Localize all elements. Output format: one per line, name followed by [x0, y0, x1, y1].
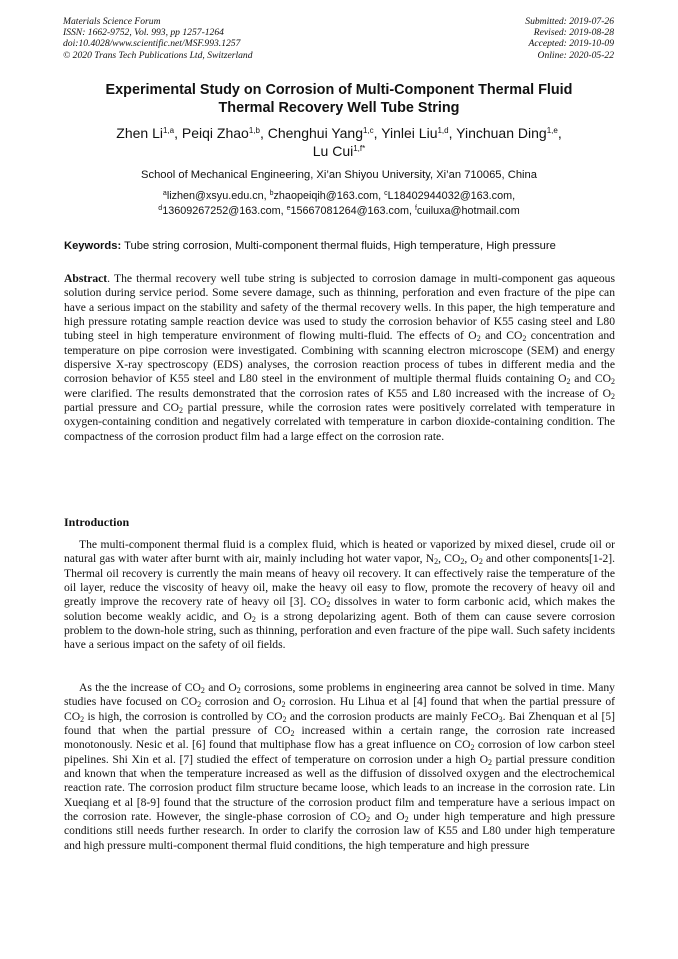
paragraph-text: , O	[464, 552, 479, 566]
author-name: Chenghui Yang	[267, 125, 363, 141]
introduction-heading: Introduction	[64, 515, 130, 529]
paragraph-text: corrosion. Hu Lihua et al [4] found that when the partial pressure of CO	[64, 695, 615, 723]
affiliation: School of Mechanical Engineering, Xi’an Shiyou University, Xi’an 710065, China	[141, 169, 537, 181]
subscript: 2	[282, 714, 287, 724]
paragraph-text: and O	[204, 681, 237, 694]
abstract-text: were clarified. The results demonstrated that the corrosion rates of K55 and L80 increased with the increase of O	[64, 386, 611, 400]
subscript: 2	[470, 743, 475, 753]
subscript: 2	[404, 815, 409, 825]
paragraph-text: and O	[370, 810, 405, 824]
introduction-paragraph	[64, 681, 615, 853]
subscript: 2	[197, 700, 202, 710]
journal-issn: ISSN: 1662-9752, Vol. 993, pp 1257-1264	[63, 27, 224, 39]
subscript: 2	[434, 557, 439, 567]
author-name: Yinchuan Ding	[456, 125, 547, 141]
abstract-text: concentration and temperature on pipe corrosion were investigated. Combining with scanning electron microscope (SEM) and energy dispersive X-ray spectroscopy (EDS) analyses, the corrosion reaction process of tubes in different media and the corrosion behavior of K55 steel and L80 steel in the environment of multiple thermal fluids containing O	[64, 329, 615, 386]
subscript: 2	[522, 334, 527, 344]
author-sup: 1,b	[248, 126, 260, 135]
paragraph-text: corrosions, some problems in engineering area cannot be solved in time. Many studies have focused on CO	[64, 681, 615, 709]
paragraph-text: corrosion of low carbon steel pipelines. Shi Xin et al. [7] studied the effect of temperature on corrosion under a high O	[64, 738, 615, 766]
email-mark: e	[286, 204, 291, 212]
email-mark: c	[384, 190, 388, 197]
email-link[interactable]: lizhen@xsyu.edu.cn	[166, 190, 264, 202]
author-sup: 1,f*	[353, 144, 366, 153]
author-name: Peiqi Zhao	[181, 125, 249, 141]
abstract	[64, 272, 615, 444]
email-mark: a	[162, 190, 167, 197]
keywords-text: Tube string corrosion, Multi-component thermal fluids, High temperature, High pressure	[124, 240, 556, 252]
keywords-label: Keywords:	[64, 240, 122, 252]
subscript: 2	[326, 600, 331, 610]
subscript: 2	[366, 815, 371, 825]
paragraph-text: is high, the corrosion is controlled by CO	[84, 709, 283, 723]
author-sup: 1,c	[362, 126, 374, 135]
paragraph-text: is a strong depolarizing agent. Both of them can cause severe corrosion problem to the down-hole string, such as thinning, perforation and even fracture of the pipe wall. Such safety incidents have a serious impact on the safety of oil fields.	[64, 609, 615, 652]
paper-title	[40, 82, 638, 117]
email-link[interactable]: 15667081264@163.com	[290, 204, 409, 217]
date-submitted: Submitted: 2019-07-26	[525, 16, 614, 27]
email-mark: d	[158, 204, 163, 212]
introduction-paragraph	[64, 538, 615, 653]
subscript: 2	[200, 686, 205, 695]
subscript: 2	[611, 391, 615, 401]
email-mark: b	[269, 190, 274, 197]
email-list: $^a$lizhen@xsyu.edu.cn, $^b$zhaopeiqih@163.com, $^c$L18402944032@163.com, $^d$13609267252@163.com, $^e$15667081264@163.com, $^f$cuiluxa@hotmail.com	[158, 190, 520, 217]
keywords	[64, 239, 624, 253]
title-line-1: Experimental Study on Corrosion of Multi-Component Thermal Fluid	[105, 82, 573, 98]
paragraph-text: , CO	[438, 552, 461, 566]
subscript: 2	[476, 334, 481, 344]
paragraph-text: The multi-component thermal fluid is a complex fluid, which is heated or vaporized by mixed diesel, crude oil or natural gas with water after burnt with air, mainly including hot water vapor, N	[64, 538, 615, 566]
subscript: 2	[566, 377, 571, 387]
author-name: Zhen Li	[116, 125, 163, 141]
abstract-text: and CO	[570, 372, 611, 386]
paragraph-text: partial pressure condition and known that when the temperature increased as well as the diffusion of dissolved oxygen and the electrochemical reaction rate. The corrosion product film structure became loose, which leads to an increase in the corrosion rate. Lin Xueqiang et al [8-9] found that the structure of the corrosion product film and temperature have a serious impact on the corrosion rate. However, the single-phase corrosion of CO	[64, 752, 616, 824]
subscript: 2	[179, 406, 184, 416]
subscript: 2	[251, 614, 256, 624]
email-mark: f	[414, 204, 417, 212]
email-link[interactable]: 13609267252@163.com	[162, 204, 281, 217]
subscript: 2	[281, 700, 286, 710]
abstract-text: partial pressure and CO	[64, 401, 180, 415]
paragraph-text: dissolves in water to form carbonic acid, which makes the solution become weakly acidic, and O	[64, 595, 615, 623]
subscript: 2	[611, 377, 615, 387]
author-name: Yinlei Liu	[381, 125, 438, 141]
abstract-text: . The thermal recovery well tube string is subjected to corrosion damage in multi-component gas aqueous solution during service period. Some severe damage, such as thinning, perforation and even fracture of the pipe can have a serious impact on the stability and safety of the thermal recovery wells. In this paper, the high temperature and high pressure rotating sample reaction device was used to study the corrosion behavior of K55 casing steel and L80 tubing steel in high temperature environment of flowing multi-fluid. The effects of O	[64, 272, 615, 343]
author-list: Zhen Li$^{1,a}$, Peiqi Zhao$^{1,b}$, Chenghui Yang$^{1,c}$, Yinlei Liu$^{1,d}$, Yinchuan Ding$^{1,e}$, Lu Cui$^{1,f*}$	[116, 125, 562, 159]
email-link[interactable]: cuiluxa@hotmail.com	[416, 204, 520, 217]
date-revised: Revised: 2019-08-28	[533, 27, 614, 39]
author-sup: 1,e	[546, 126, 558, 135]
subscript: 2	[488, 757, 492, 767]
paragraph-text: As the the increase of CO	[79, 681, 201, 694]
paragraph-text: and other components[1-2]. Thermal oil recovery is currently the main means of heavy oil recovery. It can effectively raise the temperature of the oil layer, reduce the viscosity of heavy oil, make the heavy oil easy to flow, promote the recovery of heavy oil and greatly improve the recovery rate of heavy oil [3]. CO	[64, 552, 616, 609]
paragraph-text: and the corrosion products are mainly FeCO	[286, 709, 499, 723]
paragraph-text: under high temperature and high pressure conditions still needs further research. In order to clarify the corrosion law of K55 and L80 under high temperature and high pressure multi-component thermal fluid conditions, the high temperature and high pressure	[64, 810, 615, 852]
publication-dates	[525, 16, 614, 61]
journal-doi[interactable]: doi:10.4028/www.scientific.net/MSF.993.1257	[63, 38, 241, 50]
title-line-2: Thermal Recovery Well Tube String	[218, 99, 460, 116]
paragraph-text: . Bai Zhenquan et al [5] found that when the partial pressure of CO	[64, 709, 615, 738]
journal-info	[63, 16, 253, 61]
abstract-label: Abstract	[64, 272, 108, 285]
subscript: 2	[290, 729, 295, 739]
abstract-text: partial pressure, while the corrosion rates were positively correlated with temperature in oxygen-containing condition and negatively correlated with temperature in carbon dioxide-containing condition. The compactness of the corrosion product film had a large effect on the corrosion rate.	[64, 401, 615, 443]
subscript: 2	[80, 714, 85, 724]
subscript: 2	[236, 686, 241, 695]
author-name: Lu Cui	[312, 143, 354, 159]
date-online: Online: 2020-05-22	[537, 49, 614, 61]
email-link[interactable]: L18402944032@163.com	[387, 190, 513, 202]
subscript: 2	[460, 557, 465, 567]
subscript: 2	[478, 557, 483, 567]
date-accepted: Accepted: 2019-10-09	[528, 38, 614, 50]
journal-name: Materials Science Forum	[63, 16, 161, 27]
email-link[interactable]: zhaopeiqih@163.com	[273, 190, 379, 202]
author-sup: 1,a	[163, 126, 175, 135]
author-sup: 1,d	[437, 126, 449, 135]
abstract-text: and CO	[480, 329, 523, 343]
paragraph-text: corrosion and O	[201, 695, 282, 709]
subscript: 3	[498, 714, 503, 724]
journal-copyright: © 2020 Trans Tech Publications Ltd, Switzerland	[63, 49, 253, 61]
paragraph-text: increased within a certain range, the corrosion rate increased monotonously. Nesic et al. [6] found that multiphase flow has a great influence on CO	[64, 724, 615, 752]
